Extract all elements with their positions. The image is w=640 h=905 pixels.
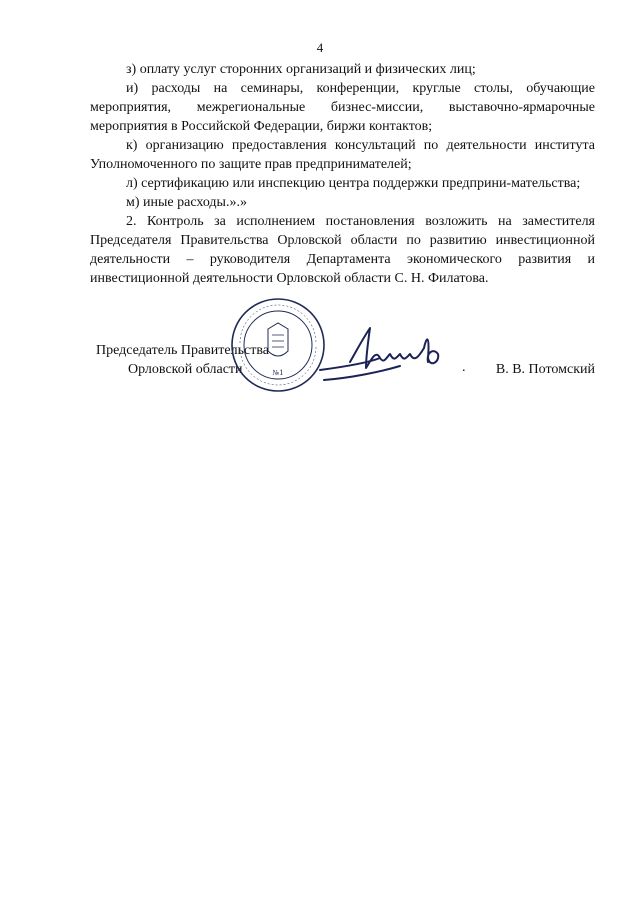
- signatory-position-line1: Председатель Правительства: [96, 343, 269, 358]
- document-body: [90, 60, 595, 288]
- signature-dot: .: [462, 360, 466, 375]
- official-seal-icon: [228, 295, 328, 395]
- list-item-m: м) иные расходы.».»: [126, 195, 247, 210]
- list-item-l: л) сертификацию или инспекцию центра поддержки предприни-мательства;: [126, 176, 581, 191]
- handwritten-signature-icon: [310, 318, 450, 393]
- control-clause: 2. Контроль за исполнением постановления возложить на заместителя Председателя Правительства Орловской области по развитию инвестиционной деятельности – руководителя Департамента экономического развития и инвестиционной деятельности Орловской области С. Н. Филатова.: [90, 214, 595, 286]
- list-item-z: з) оплату услуг сторонних организаций и физических лиц;: [126, 62, 476, 77]
- signatory-position-line2: Орловской области: [128, 362, 243, 377]
- page-number: 4: [316, 40, 324, 55]
- svg-text:№1: №1: [272, 369, 284, 377]
- list-item-k: к) организацию предоставления консультаций по деятельности института Уполномоченного по защите прав предпринимателей;: [90, 138, 595, 172]
- signatory-name: В. В. Потомский: [495, 362, 595, 377]
- list-item-i: и) расходы на семинары, конференции, круглые столы, обучающие мероприятия, межрегиональные бизнес-миссии, выставочно-ярмарочные мероприятия в Российской Федерации, биржи контактов;: [90, 81, 595, 134]
